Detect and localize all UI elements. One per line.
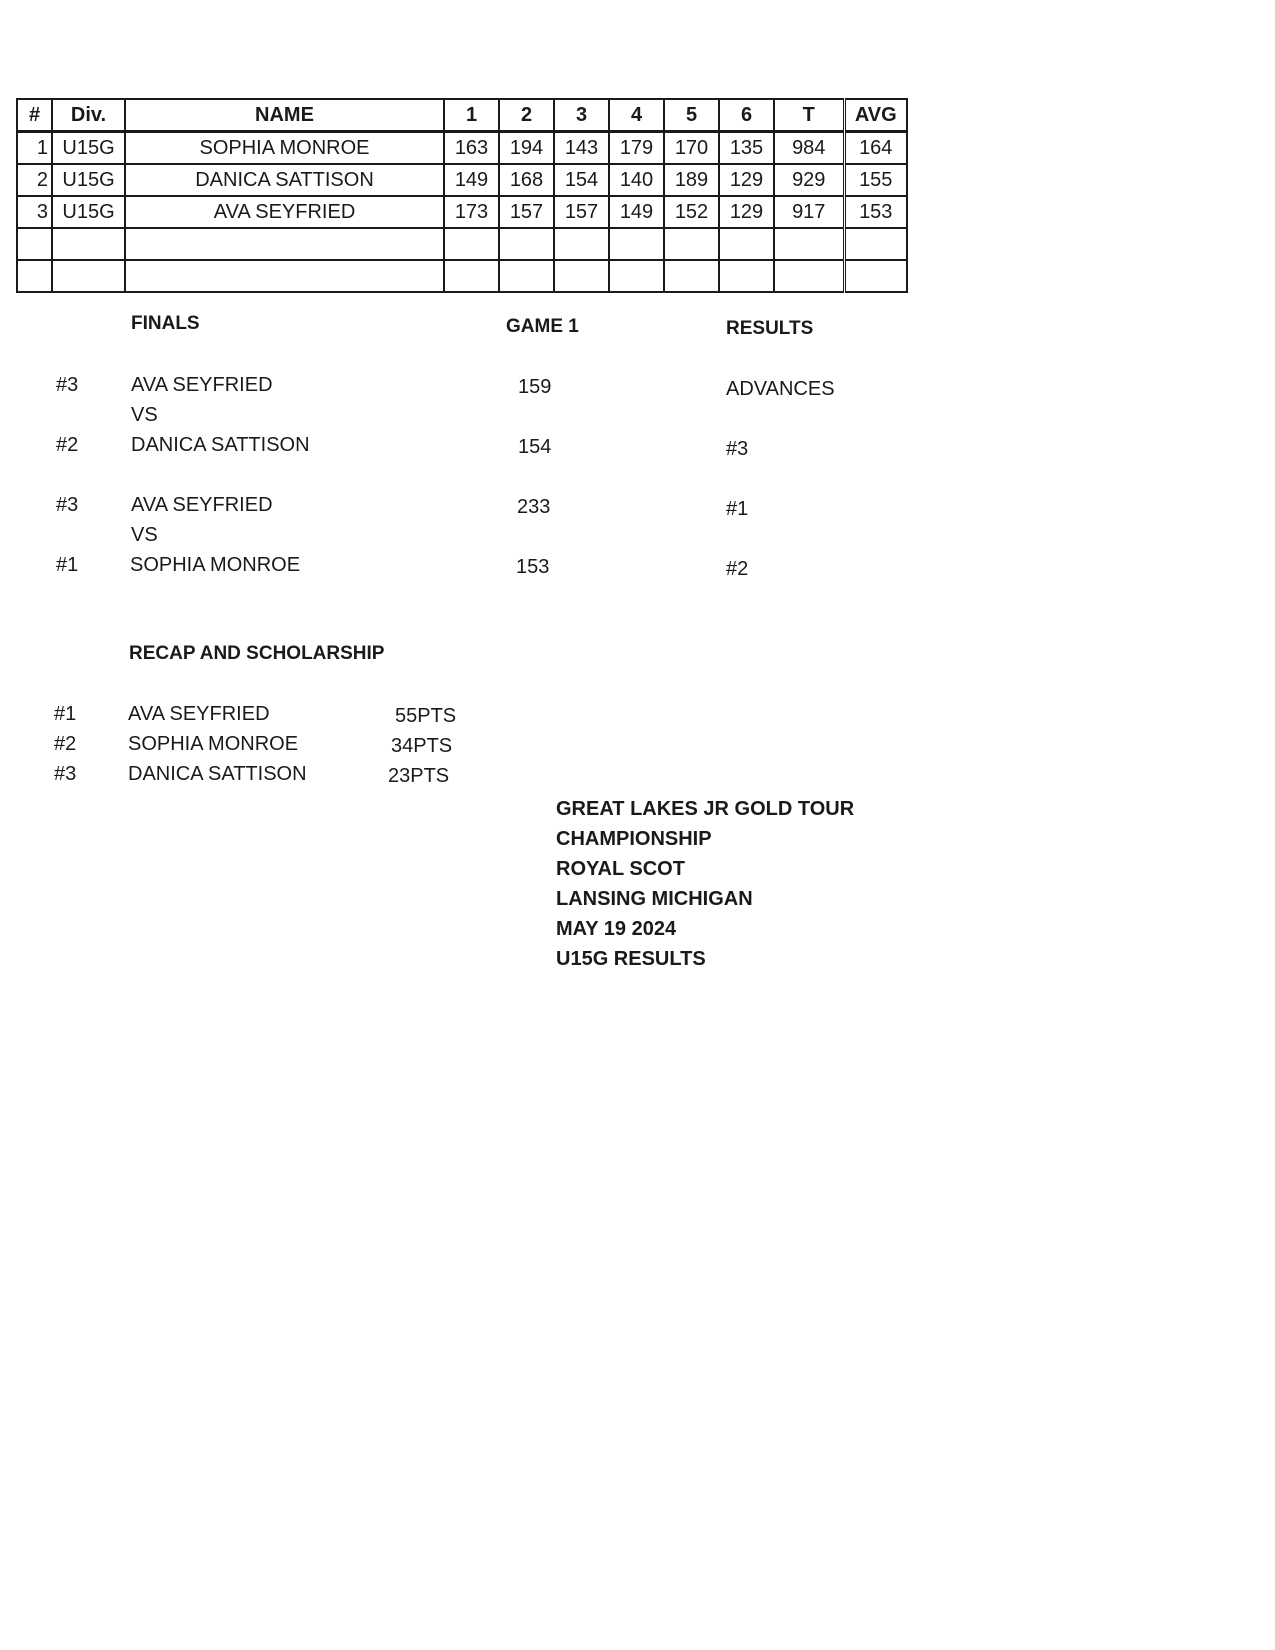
match-result: ADVANCES: [726, 378, 835, 400]
match-player: SOPHIA MONROE: [130, 554, 301, 576]
event-line: MAY 19 2024: [556, 918, 677, 940]
game-header: GAME 1: [506, 316, 579, 337]
table-cell: 149: [609, 196, 664, 228]
results-header: RESULTS: [726, 318, 814, 339]
event-line: ROYAL SCOT: [556, 858, 685, 880]
table-cell: 135: [719, 132, 774, 165]
table-cell: DANICA SATTISON: [125, 164, 444, 196]
event-line: LANSING MICHIGAN: [556, 888, 753, 910]
event-line: CHAMPIONSHIP: [556, 828, 712, 850]
match-player: AVA SEYFRIED: [131, 374, 273, 396]
table-row: [17, 132, 907, 165]
table-cell: 3: [17, 196, 52, 228]
match-vs: VS: [131, 404, 158, 426]
finals-title: FINALS: [131, 313, 200, 334]
table-row: [17, 196, 907, 228]
event-info: [556, 794, 854, 974]
table-cell: 984: [774, 132, 844, 165]
match-seed: #3: [56, 494, 79, 516]
match-score: 153: [516, 556, 550, 578]
table-cell: 155: [844, 164, 907, 196]
table-cell: 194: [499, 132, 554, 165]
recap-name: SOPHIA MONROE: [128, 733, 299, 755]
header-cell: 3: [554, 99, 609, 132]
match-result: #2: [726, 558, 749, 580]
table-row-empty: [17, 260, 907, 292]
table-row-empty: [17, 228, 907, 260]
table-cell: 917: [774, 196, 844, 228]
table-cell: AVA SEYFRIED: [125, 196, 444, 228]
scores-table: [16, 98, 908, 293]
match-vs: VS: [131, 524, 158, 546]
header-cell: AVG: [844, 99, 907, 132]
event-line: U15G RESULTS: [556, 948, 706, 970]
table-cell: 129: [719, 164, 774, 196]
header-cell: 5: [664, 99, 719, 132]
table-cell: U15G: [52, 132, 125, 165]
recap-name: AVA SEYFRIED: [128, 703, 270, 725]
recap-rank: #2: [54, 733, 77, 755]
table-cell: 2: [17, 164, 52, 196]
table-cell: 140: [609, 164, 664, 196]
match-seed: #3: [56, 374, 79, 396]
header-cell: Div.: [52, 99, 125, 132]
header-cell: 6: [719, 99, 774, 132]
table-cell: 154: [554, 164, 609, 196]
match-seed: #2: [56, 434, 79, 456]
table-row: [17, 164, 907, 196]
table-cell: 149: [444, 164, 499, 196]
recap-title: RECAP AND SCHOLARSHIP: [129, 643, 385, 664]
table-cell: 929: [774, 164, 844, 196]
match-seed: #1: [56, 554, 79, 576]
header-cell: 2: [499, 99, 554, 132]
table-cell: 129: [719, 196, 774, 228]
table-cell: 173: [444, 196, 499, 228]
recap-points: 55PTS: [395, 705, 457, 727]
recap-points: 23PTS: [388, 765, 450, 787]
table-cell: 157: [499, 196, 554, 228]
recap-rank: #1: [54, 703, 77, 725]
table-cell: U15G: [52, 164, 125, 196]
table-cell: 1: [17, 132, 52, 165]
match-score: 154: [518, 436, 552, 458]
table-cell: 170: [664, 132, 719, 165]
recap-rank: #3: [54, 763, 77, 785]
match-result: #3: [726, 438, 749, 460]
table-cell: 152: [664, 196, 719, 228]
match-score: 159: [518, 376, 552, 398]
table-cell: 153: [844, 196, 907, 228]
match-player: AVA SEYFRIED: [131, 494, 273, 516]
table-cell: 164: [844, 132, 907, 165]
table-cell: SOPHIA MONROE: [125, 132, 444, 165]
table-cell: 157: [554, 196, 609, 228]
match-score: 233: [517, 496, 551, 518]
header-cell: T: [774, 99, 844, 132]
table-cell: 189: [664, 164, 719, 196]
header-cell: NAME: [125, 99, 444, 132]
header-cell: 1: [444, 99, 499, 132]
table-cell: 163: [444, 132, 499, 165]
event-line: GREAT LAKES JR GOLD TOUR: [556, 798, 855, 820]
table-cell: 168: [499, 164, 554, 196]
table-cell: 179: [609, 132, 664, 165]
header-cell: 4: [609, 99, 664, 132]
table-cell: 143: [554, 132, 609, 165]
header-cell: #: [17, 99, 52, 132]
table-header-row: [17, 99, 907, 132]
recap-name: DANICA SATTISON: [128, 763, 307, 785]
table-cell: U15G: [52, 196, 125, 228]
match-player: DANICA SATTISON: [131, 434, 310, 456]
match-result: #1: [726, 498, 749, 520]
recap-points: 34PTS: [391, 735, 453, 757]
